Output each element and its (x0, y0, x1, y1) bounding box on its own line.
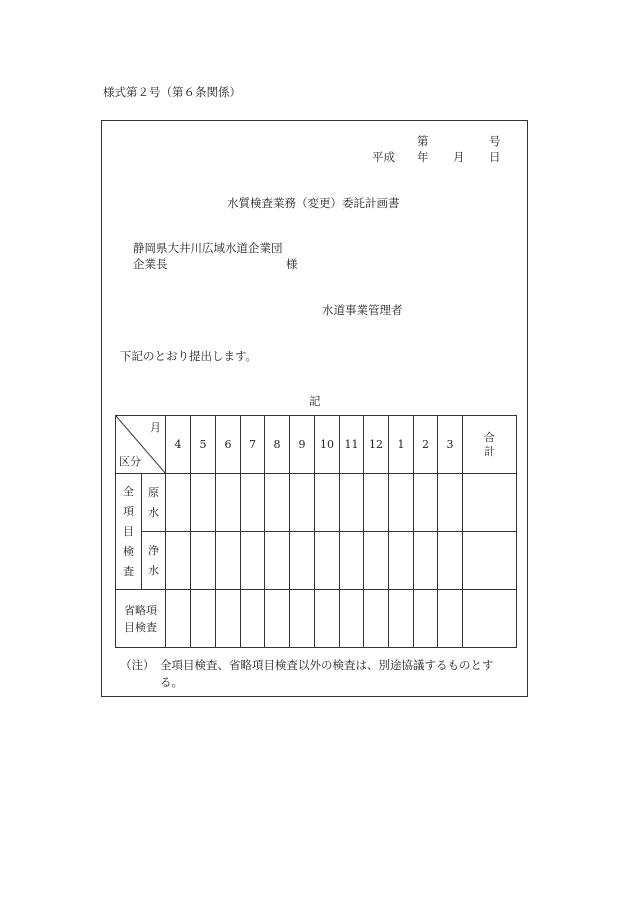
corner-category-label: 区分 (119, 455, 141, 468)
data-cell[interactable] (191, 590, 216, 648)
data-cell[interactable] (265, 532, 290, 590)
abbrev-test-label: 省略項目検査 (124, 603, 157, 634)
month-header: 12 (364, 416, 389, 474)
total-cell[interactable] (463, 532, 517, 590)
total-header (463, 416, 517, 474)
clean-water-cell (142, 532, 166, 590)
total-cell[interactable] (463, 590, 517, 648)
data-cell[interactable] (216, 474, 241, 532)
full-test-cell (116, 474, 142, 590)
month-header: 1 (389, 416, 414, 474)
data-cell[interactable] (389, 532, 414, 590)
corner-month-label: 月 (150, 421, 161, 434)
clean-water-row (116, 532, 517, 590)
data-cell[interactable] (290, 474, 315, 532)
raw-water-row (116, 474, 517, 532)
data-cell[interactable] (438, 474, 463, 532)
raw-water-label: 原水 (148, 485, 159, 519)
data-cell[interactable] (191, 532, 216, 590)
data-cell[interactable] (414, 532, 438, 590)
date-year: 年 (417, 150, 429, 164)
month-header: 11 (340, 416, 364, 474)
data-cell[interactable] (438, 532, 463, 590)
data-cell[interactable] (389, 474, 414, 532)
clean-water-label: 浄水 (148, 543, 159, 577)
abbrev-test-row (116, 590, 517, 648)
abbrev-test-cell (116, 590, 166, 648)
data-cell[interactable] (216, 532, 241, 590)
data-cell[interactable] (438, 590, 463, 648)
note-text: 全項目検査、省略項目検査以外の検査は、別途協議するものとする。 (160, 658, 494, 689)
month-header: 9 (290, 416, 315, 474)
month-header: 10 (315, 416, 340, 474)
document-title: 水質検査業務（変更）委託計画書 (227, 196, 400, 210)
data-cell[interactable] (364, 532, 389, 590)
date-month: 月 (453, 150, 465, 164)
date-day: 日 (489, 150, 501, 164)
data-cell[interactable] (315, 532, 340, 590)
note-label: （注） (120, 658, 155, 672)
data-cell[interactable] (241, 590, 265, 648)
data-cell[interactable] (389, 590, 414, 648)
addressee-org: 静岡県大井川広域水道企業団 (133, 241, 283, 255)
data-cell[interactable] (340, 532, 364, 590)
data-cell[interactable] (265, 474, 290, 532)
data-cell[interactable] (364, 590, 389, 648)
data-cell[interactable] (166, 474, 191, 532)
total-cell[interactable] (463, 474, 517, 532)
data-cell[interactable] (414, 590, 438, 648)
month-header: 5 (191, 416, 216, 474)
total-header-label: 合計 (484, 430, 495, 458)
ki-heading: 記 (309, 394, 321, 408)
intro-text: 下記のとおり提出します。 (120, 349, 258, 363)
data-cell[interactable] (340, 590, 364, 648)
number-prefix: 第 (417, 134, 429, 148)
corner-cell (116, 416, 166, 474)
month-header: 6 (216, 416, 241, 474)
data-cell[interactable] (216, 590, 241, 648)
addressee-role: 企業長 (133, 257, 168, 271)
data-cell[interactable] (340, 474, 364, 532)
addressee-honorific: 様 (286, 257, 298, 271)
header-row (116, 416, 517, 474)
month-header: 3 (438, 416, 463, 474)
data-cell[interactable] (315, 474, 340, 532)
data-cell[interactable] (191, 474, 216, 532)
data-cell[interactable] (166, 532, 191, 590)
month-header: 7 (241, 416, 265, 474)
data-cell[interactable] (364, 474, 389, 532)
sender-title: 水道事業管理者 (322, 303, 403, 317)
month-header: 2 (414, 416, 438, 474)
full-test-label: 全項目検査 (123, 484, 134, 578)
form-label: 様式第２号（第６条関係） (103, 85, 241, 99)
data-cell[interactable] (414, 474, 438, 532)
data-cell[interactable] (290, 532, 315, 590)
data-cell[interactable] (241, 474, 265, 532)
number-suffix: 号 (489, 134, 501, 148)
data-cell[interactable] (241, 532, 265, 590)
date-era: 平成 (372, 150, 395, 164)
month-header: 8 (265, 416, 290, 474)
data-cell[interactable] (166, 590, 191, 648)
data-cell[interactable] (315, 590, 340, 648)
data-cell[interactable] (290, 590, 315, 648)
month-header: 4 (166, 416, 191, 474)
data-cell[interactable] (265, 590, 290, 648)
plan-table (115, 415, 517, 648)
raw-water-cell (142, 474, 166, 532)
